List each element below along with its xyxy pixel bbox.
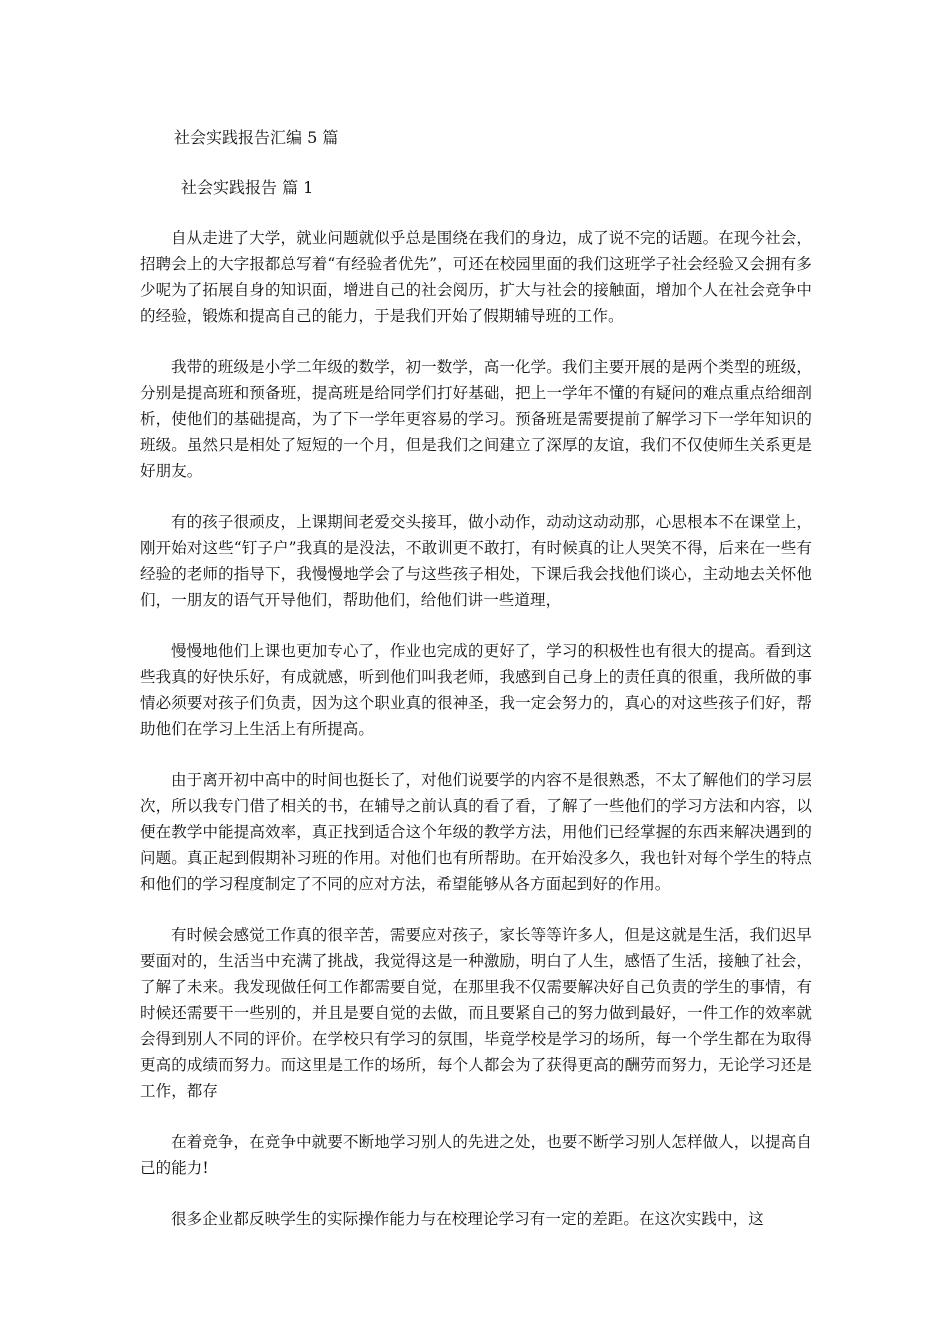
paragraph: 在着竞争，在竞争中就要不断地学习别人的先进之处，也要不断学习别人怎样做人，以提高自己的能力! xyxy=(140,1133,812,1177)
paragraph: 由于离开初中高中的时间也挺长了，对他们说要学的内容不是很熟悉，不太了解他们的学习层次，所以我专门借了相关的书，在辅导之前认真的看了看，了解了一些他们的学习方法和内容，以便在教学中能提高效率，真正找到适合这个年级的教学方法，用他们已经掌握的东西来解决遇到的问题。真正起到假期补习班的作用。对他们也有所帮助。在开始没多久，我也针对每个学生的特点和他们的学习程度制定了不同的应对方法，希望能够从各方面起到好的作用。 xyxy=(140,771,812,893)
document-body xyxy=(140,225,812,1257)
paragraph: 自从走进了大学，就业问题就似乎总是围绕在我们的身边，成了说不完的话题。在现今社会，招聘会上的大字报都总写着“有经验者优先”，可还在校园里面的我们这班学子社会经验又会拥有多少呢为了拓展自身的知识面，增进自己的社会阅历，扩大与社会的接触面，增加个人在社会竞争中的经验，锻炼和提高自己的能力，于是我们开始了假期辅导班的工作。 xyxy=(140,229,812,325)
paragraph: 有时候会感觉工作真的很辛苦，需要应对孩子，家长等等许多人，但是这就是生活，我们迟早要面对的，生活当中充满了挑战，我觉得这是一种激励，明白了人生，感悟了生活，接触了社会，了解了未来。我发现做任何工作都需要自觉，在那里我不仅需要解决好自己负责的学生的事情，有时候还需要干一些别的，并且是要自觉的去做，而且要紧自己的努力做到最好，一件工作的效率就会得到别人不同的评价。在学校只有学习的氛围，毕竟学校是学习的场所，每一个学生都在为取得更高的成绩而努力。而这里是工作的场所，每个人都会为了获得更高的酬劳而努力，无论学习还是工作，都存 xyxy=(140,926,812,1100)
section-title: 社会实践报告 篇 1 xyxy=(181,178,314,197)
paragraph: 很多企业都反映学生的实际操作能力与在校理论学习有一定的差距。在这次实践中，这 xyxy=(171,1210,764,1228)
paragraph: 我带的班级是小学二年级的数学，初一数学，高一化学。我们主要开展的是两个类型的班级，分别是提高班和预备班，提高班是给同学们打好基础，把上一学年不懂的有疑问的难点重点给细剖析，使他们的基础提高，为了下一学年更容易的学习。预备班是需要提前了解学习下一学年知识的班级。虽然只是相处了短短的一个月，但是我们之间建立了深厚的友谊，我们不仅使师生关系更是好朋友。 xyxy=(140,358,812,480)
paragraph: 慢慢地他们上课也更加专心了，作业也完成的更好了，学习的积极性也有很大的提高。看到这些我真的好快乐好，有成就感，听到他们叫我老师，我感到自己身上的责任真的很重，我所做的事情必须要对孩子们负责，因为这个职业真的很神圣，我一定会努力的，真心的对这些孩子们好，帮助他们在学习上生活上有所提高。 xyxy=(140,642,812,738)
paragraph: 有的孩子很顽皮，上课期间老爱交头接耳，做小动作，动动这动动那，心思根本不在课堂上，刚开始对这些“钉子户”我真的是没法，不敢训更不敢打，有时候真的让人哭笑不得，后来在一些有经验的老师的指导下，我慢慢地学会了与这些孩子相处，下课后我会找他们谈心，主动地去关怀他们，一朋友的语气开导他们，帮助他们，给他们讲一些道理， xyxy=(140,513,812,609)
document-title: 社会实践报告汇编 5 篇 xyxy=(174,128,339,147)
